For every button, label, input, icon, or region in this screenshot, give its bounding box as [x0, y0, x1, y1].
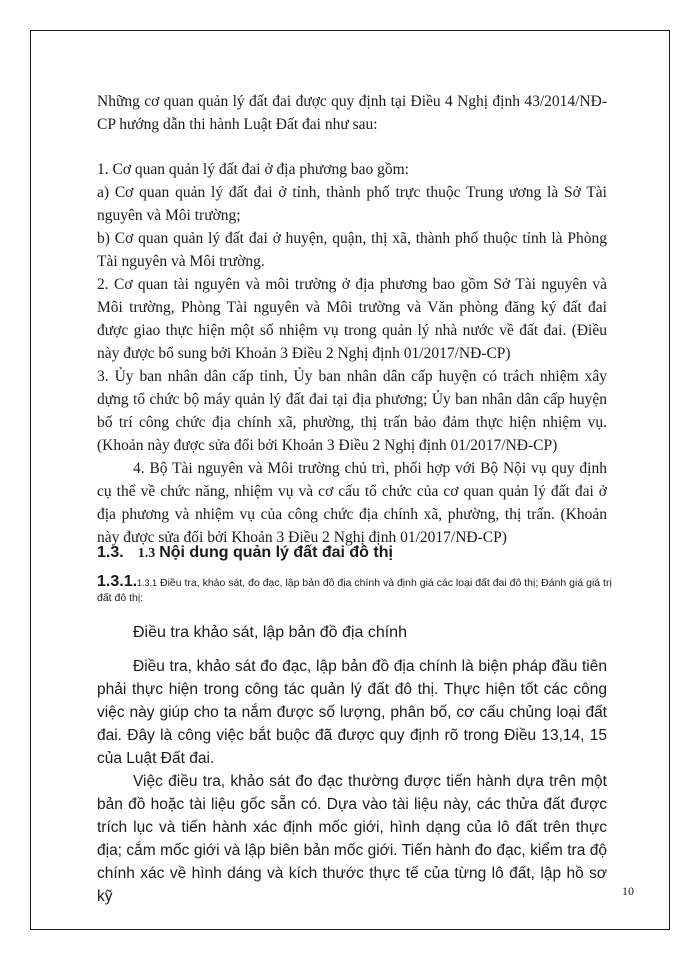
- list-item: 3. Ủy ban nhân dân cấp tỉnh, Ủy ban nhân dân cấp huyện có trách nhiệm xây dựng tổ chức bộ máy quản lý đất đai tại địa phương; Ủy ban nhân dân cấp huyện bố trí công chức địa chính xã, phường, thị trấn bảo đảm thực hiện nhiệm vụ. (Khoản này được sửa đổi bởi Khoản 3 Điều 2 Nghị định 01/2017/NĐ-CP): [97, 368, 607, 454]
- list-item: 4. Bộ Tài nguyên và Môi trường chủ trì, phối hợp với Bộ Nội vụ quy định cụ thể về chức năng, nhiệm vụ và cơ cấu tổ chức của cơ quan quản lý đất đai ở địa phương và nhiệm vụ của công chức địa chính xã, phường, thị trấn. (Khoản này được sửa đổi bởi Khoản 3 Điều 2 Nghị định 01/2017/NĐ-CP): [97, 460, 607, 546]
- heading-title: Điều tra, khảo sát, đo đạc, lập bản đồ địa chính và định giá các loại đất đai đô thị; Đánh giá giá trị đất đô thị:: [97, 577, 612, 604]
- body-paragraph: Việc điều tra, khảo sát đo đạc thường được tiến hành dựa trên một bản đồ hoặc tài liệu gốc sẵn có. Dựa vào tài liệu này, các thửa đất được trích lục và tiến hành xác định mốc giới, hình dạng của lô đất trên thực địa; cắm mốc giới và lập biên bản mốc giới. Tiến hành đo đạc, kiểm tra độ chính xác về hình dáng và kích thước thực tế của từng lô đất, lập hồ sơ kỹ: [97, 773, 607, 905]
- heading-inner-number: 1.3.1: [137, 578, 158, 588]
- body-paragraph: Điều tra, khảo sát đo đạc, lập bản đồ địa chính là biện pháp đầu tiên phải thực hiện trong công tác quản lý đất đô thị. Thực hiện tốt các công việc này giúp cho ta nắm được số lượng, phân bố, cơ cấu chủng loại đất đai. Đây là công việc bắt buộc đã được quy định rõ trong Điều 13,14, 15 của Luật Đất đai.: [97, 658, 607, 767]
- list-item: 2. Cơ quan tài nguyên và môi trường ở địa phương bao gồm Sở Tài nguyên và Môi trường, Phòng Tài nguyên và Môi trường và Văn phòng đăng ký đất đai được giao thực hiện một số nhiệm vụ trong quản lý nhà nước về đất đai. (Điều này được bổ sung bởi Khoản 3 Điều 2 Nghị định 01/2017/NĐ-CP): [97, 276, 607, 362]
- heading-number: 1.3.: [97, 544, 124, 561]
- heading-inner-number: 1.3: [137, 546, 156, 561]
- list-item: 1. Cơ quan quản lý đất đai ở địa phương bao gồm:: [97, 161, 409, 178]
- intro-paragraph: Những cơ quan quản lý đất đai được quy định tại Điều 4 Nghị định 43/2014/NĐ-CP hướng dẫn thi hành Luật Đất đai như sau:: [97, 93, 607, 133]
- heading-number: 1.3.1.: [97, 573, 138, 590]
- section-heading-1-3-1: [97, 574, 617, 606]
- section-heading-1-3: [97, 544, 393, 562]
- list-item: a) Cơ quan quản lý đất đai ở tỉnh, thành phố trực thuộc Trung ương là Sở Tài nguyên và Môi trường;: [97, 184, 607, 224]
- list-section: [97, 158, 607, 549]
- subheading: Điều tra khảo sát, lập bản đồ địa chính: [133, 624, 407, 641]
- heading-title: Nội dung quản lý đất đai đô thị: [159, 544, 393, 561]
- list-item: b) Cơ quan quản lý đất đai ở huyện, quận, thị xã, thành phố thuộc tỉnh là Phòng Tài nguyên và Môi trường.: [97, 230, 607, 270]
- page-number: 10: [622, 884, 634, 898]
